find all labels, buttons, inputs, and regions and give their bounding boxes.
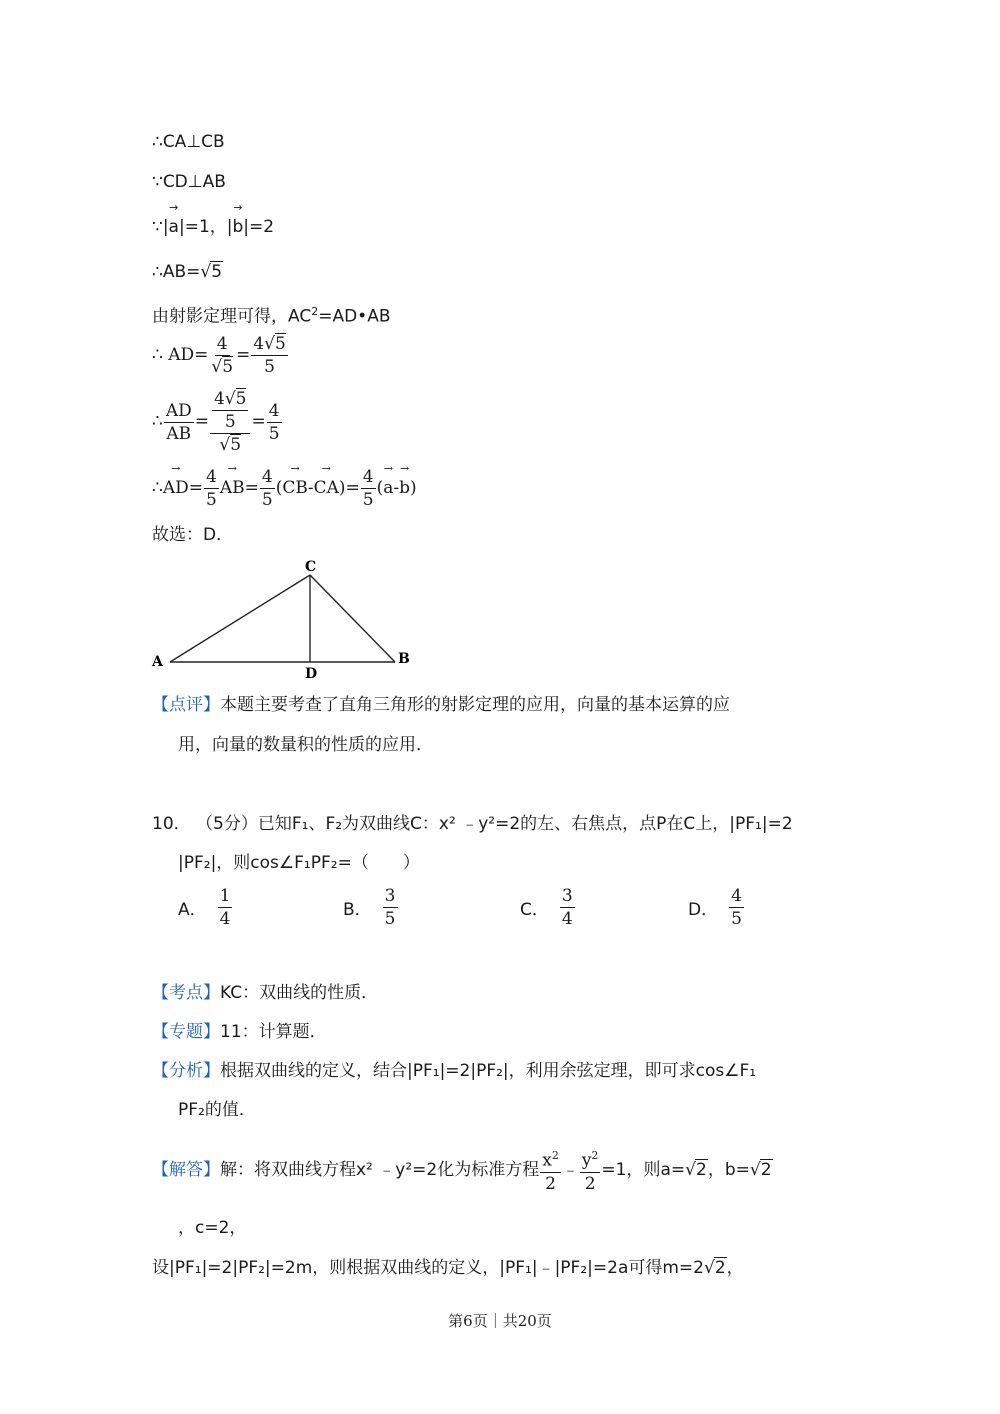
- step-projection-theorem: 由射影定理可得，$AC^2=AD•AB$: [152, 305, 391, 327]
- kaodian-text: KC：双曲线的性质．: [220, 983, 379, 1003]
- label-d: D: [305, 666, 318, 680]
- jieda-tag: 【解答】: [152, 1159, 220, 1180]
- step-cd-perp-ab: ∵CD⊥AB: [152, 172, 226, 192]
- option-denominator: 5: [731, 909, 742, 929]
- step-vector-ad: ∴→ AD= $\frac{4}{5}$ → AB= $\frac{4}{5}$ (→ CB-→ CA)= $\frac{4}{5}$ (→ a-→ b): [152, 466, 417, 511]
- zhuanti-tag: 【专题】: [152, 1022, 220, 1042]
- question-text-1: 已知F₁、F₂为双曲线C：x² ﹣y²=2的左、右焦点，点P在C上，: [257, 814, 730, 834]
- option-a[interactable]: [178, 885, 233, 930]
- zhuanti-text: 11：计算题．: [220, 1022, 327, 1042]
- fenxi-line-2: PF₂的值．: [178, 1100, 256, 1120]
- jieda-text-1c: ，b=: [707, 1159, 750, 1180]
- option-label: D．: [688, 900, 719, 920]
- step-vector-lengths: ∵|→ a|=1，|→ b|=2: [152, 215, 274, 239]
- fenxi-text-1: 根据双曲线的定义，结合|PF₁|=2|PF₂|，利用余弦定理，即可求cos∠F₁: [220, 1061, 757, 1081]
- question-stem-1: [152, 812, 793, 836]
- option-numerator: 3: [561, 886, 573, 906]
- jieda-text-3b: ，: [726, 1258, 744, 1278]
- option-denominator: 4: [219, 909, 231, 929]
- jieda-line-3: 设|PF₁|=2|PF₂|=2m，则根据双曲线的定义，|PF₁|﹣|PF₂|=2a可得m=2√2，: [152, 1258, 744, 1278]
- comment-line-1: [152, 693, 730, 717]
- option-b[interactable]: [343, 885, 399, 930]
- label-a: A: [152, 654, 163, 670]
- option-d[interactable]: [688, 885, 745, 930]
- step-ratio: ∴ $\frac{AD}{AB}$ = $\frac{\frac{4√5}{5}}{√5}$ = $\frac{4}{5}$: [152, 389, 280, 455]
- option-numerator: 3: [384, 886, 396, 906]
- option-label: A．: [178, 900, 207, 920]
- option-denominator: 5: [384, 909, 396, 929]
- option-label: B．: [343, 900, 372, 920]
- kaodian-tag: 【考点】: [152, 983, 220, 1003]
- option-c[interactable]: [520, 885, 576, 930]
- label-b: B: [398, 651, 410, 667]
- fenxi-tag: 【分析】: [152, 1061, 220, 1081]
- jieda-text-1b: =1，则a=: [601, 1159, 686, 1180]
- step-ab-length: ∴AB=√5: [152, 262, 223, 282]
- question-text-1-end: |PF₁|=2: [729, 814, 793, 834]
- jieda-line-2: ，c=2，: [178, 1218, 247, 1238]
- comment-line-2: 用，向量的数量积的性质的应用．: [178, 735, 433, 755]
- answer-choice: 故选：D．: [152, 525, 234, 545]
- page-footer: 第6页｜共20页: [448, 1312, 552, 1330]
- label-c: C: [305, 559, 317, 575]
- question-score: （5分）: [196, 814, 258, 834]
- step-ad-value: ∴ AD= $\frac{4}{√5}$ = $\frac{4√5}{5}$: [152, 334, 286, 377]
- triangle-figure: [150, 555, 420, 680]
- step-ca-perp-cb: ∴CA⊥CB: [152, 132, 225, 152]
- option-numerator: 4: [731, 886, 742, 906]
- projection-text: 由射影定理可得，: [152, 306, 288, 327]
- comment-text-1: 本题主要考查了直角三角形的射影定理的应用，向量的基本运算的应: [220, 695, 730, 715]
- option-label: C．: [520, 900, 549, 920]
- jieda-text-3: 设|PF₁|=2|PF₂|=2m，则根据双曲线的定义，|PF₁|﹣|PF₂|=2a可得m=2: [152, 1258, 704, 1278]
- jieda-line-1: 【解答】解：将双曲线方程x² ﹣y²=2化为标准方程 $\frac{x^2}{2}$ ﹣ $\frac{y^2}{2}$ =1，则a=√2，b=√2: [152, 1145, 773, 1195]
- option-denominator: 4: [561, 909, 573, 929]
- question-stem-2: |PF₂|，则cos∠F₁PF₂=（ ）: [178, 853, 420, 873]
- comment-tag: 【点评】: [152, 695, 220, 715]
- zhuanti-line: [152, 1020, 327, 1044]
- kaodian-line: [152, 981, 378, 1005]
- option-numerator: 1: [219, 886, 231, 906]
- fenxi-line-1: [152, 1059, 756, 1083]
- question-number: 10．: [152, 814, 191, 834]
- jieda-text-1: 解：将双曲线方程x² ﹣y²=2化为标准方程: [220, 1159, 540, 1180]
